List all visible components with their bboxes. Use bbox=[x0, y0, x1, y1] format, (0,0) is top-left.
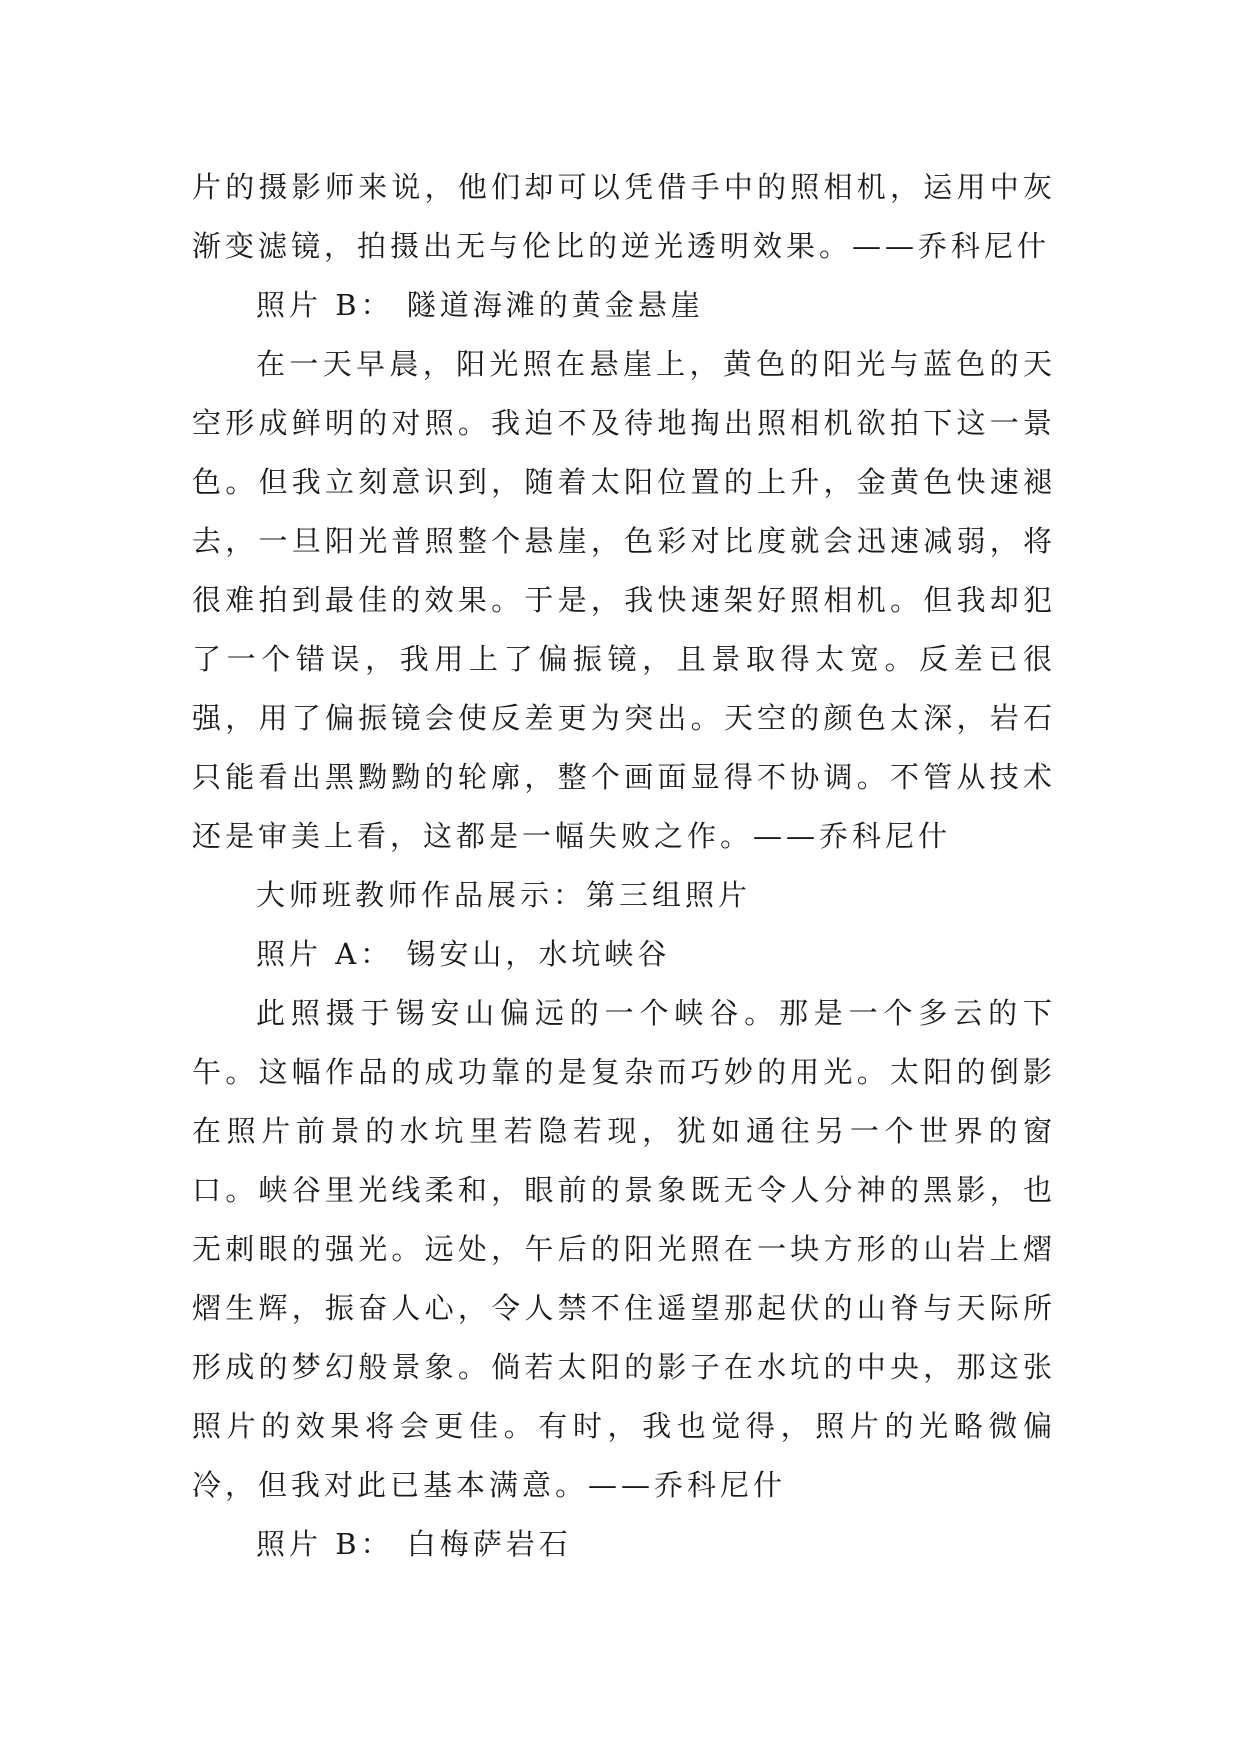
photo-b-description: 在一天早晨，阳光照在悬崖上，黄色的阳光与蓝色的天空形成鲜明的对照。我迫不及待地掏出照相机欲拍下这一景色。但我立刻意识到，随着太阳位置的上升，金黄色快速褪去，一旦阳光普照整个悬崖，色彩对比度就会迅速减弱，将很难拍到最佳的效果。于是，我快速架好照相机。但我却犯了一个错误，我用上了偏振镜，且景取得太宽。反差已很强，用了偏振镜会使反差更为突出。天空的颜色太深，岩石只能看出黑黝黝的轮廓，整个画面显得不协调。不管从技术还是审美上看，这都是一幅失败之作。——乔科尼什 bbox=[192, 347, 1056, 853]
photo-b-caption: 照片 B： 隧道海滩的黄金悬崖 bbox=[256, 288, 704, 322]
photo-b-caption-second: 照片 B： 白梅萨岩石 bbox=[256, 1527, 572, 1561]
document-page bbox=[192, 158, 1056, 1574]
section-heading-group-three: 大师班教师作品展示：第三组照片 bbox=[256, 878, 752, 912]
photo-a-description: 此照摄于锡安山偏远的一个峡谷。那是一个多云的下午。这幅作品的成功靠的是复杂而巧妙的用光。太阳的倒影在照片前景的水坑里若隐若现，犹如通往另一个世界的窗口。峡谷里光线柔和，眼前的景象既无令人分神的黑影，也无刺眼的强光。远处，午后的阳光照在一块方形的山岩上熠熠生辉，振奋人心，令人禁不住遥望那起伏的山脊与天际所形成的梦幻般景象。倘若太阳的影子在水坑的中央，那这张照片的效果将会更佳。有时，我也觉得，照片的光略微偏冷，但我对此已基本满意。——乔科尼什 bbox=[192, 996, 1056, 1502]
paragraph-continuation: 片的摄影师来说，他们却可以凭借手中的照相机，运用中灰渐变滤镜，拍摄出无与伦比的逆光透明效果。——乔科尼什 bbox=[192, 170, 1056, 263]
photo-a-caption: 照片 A： 锡安山，水坑峡谷 bbox=[256, 937, 671, 971]
